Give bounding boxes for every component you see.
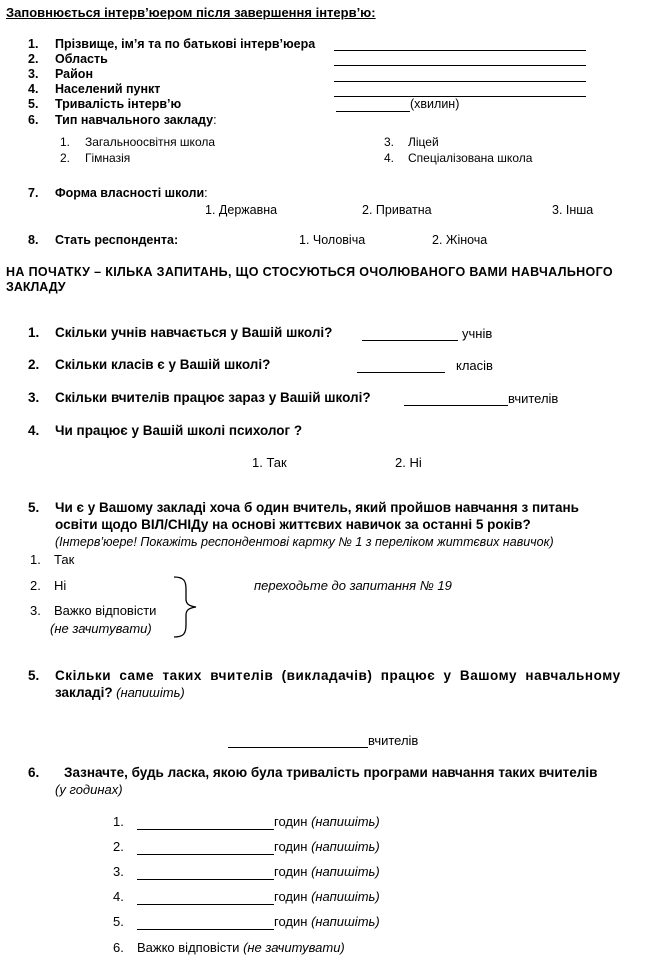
school-type-1-label: Загальноосвітня школа [85,135,216,149]
field-2-label: Область [55,52,108,66]
q6-row-4-note: (напишіть) [311,889,380,904]
q3-unit: вчителів [508,391,559,406]
q4-option-yes[interactable]: 1. Так [252,455,287,470]
q5-skip-instruction: переходьте до запитання № 19 [254,578,452,593]
q1-answer-blank[interactable] [362,339,458,341]
section-title-line-1: НА ПОЧАТКУ – КІЛЬКА ЗАПИТАНЬ, ЩО СТОСУЮТЬСЯ ОЧОЛЮВАНОГО ВАМИ НАВЧАЛЬНОГО [6,265,613,279]
q3-answer-blank[interactable] [404,404,508,406]
q6-row-5-unit: годин [274,914,308,929]
gender-option-2[interactable]: 2. Жіноча [432,233,488,247]
field-1-num: 1. [28,37,39,51]
q5-line-1: Чи є у Вашому закладі хоча б один вчитель, який пройшов навчання з питань [55,500,579,515]
q5-option-2-num: 2. [30,578,41,593]
q5-num: 5. [28,500,40,515]
q6-row-6-label: Важко відповісти [137,940,240,955]
field-4-num: 4. [28,82,39,96]
q5b-line-2-wrap [55,685,185,700]
field-1-label: Прізвище, ім’я та по батькові інтерв’юера [55,37,316,51]
school-type-1-num: 1. [60,135,71,149]
ownership-option-3[interactable]: 3. Інша [552,203,594,217]
q6-note: (у годинах) [55,782,123,797]
field-5-num: 5. [28,97,39,111]
ownership-suffix: : [204,186,208,200]
ownership-label-wrap [55,186,208,200]
q5-option-3-note: (не зачитувати) [50,621,152,636]
gender-label: Стать респондента: [55,233,179,247]
q6-row-5-note: (напишіть) [311,914,380,929]
field-1-blank[interactable] [334,49,586,51]
field-3-blank[interactable] [334,80,586,82]
q6-row-5-num: 5. [113,914,124,929]
school-type-4-label: Спеціалізована школа [408,151,533,165]
q6-row-1-unit: годин [274,814,308,829]
q5-line-2: освіти щодо ВІЛ/СНІДу на основі життєвих навичок за останні 5 років? [55,517,531,532]
q5-instruction: (Інтерв’юере! Покажіть респондентові картку № 1 з переліком життєвих навичок) [55,535,554,549]
school-type-4-num: 4. [384,151,395,165]
q5b-line-2: закладі? [55,685,113,700]
gender-option-1[interactable]: 1. Чоловіча [299,233,366,247]
q6-row-1-note: (напишіть) [311,814,380,829]
school-type-2-label: Гімназія [85,151,131,165]
q5b-num: 5. [28,668,40,683]
page-header: Заповнюється інтерв’юером після завершення інтерв’ю: [6,5,376,20]
ownership-num: 7. [28,186,39,200]
field-6-label-wrap [55,113,217,127]
q6-num: 6. [28,765,40,780]
q6-row-2-unit: годин [274,839,308,854]
q1-unit: учнів [462,326,493,341]
school-type-3-label: Ліцей [408,135,439,149]
q6-row-1-num: 1. [113,814,124,829]
q6-row-3-unit: годин [274,864,308,879]
q6-row-3-num: 3. [113,864,124,879]
q3-text: Скільки вчителів працює зараз у Вашій школі? [55,390,371,405]
q5-option-2-label[interactable]: Ні [54,578,67,593]
q6-row-1-text [274,814,380,829]
field-5-unit: (хвилин) [410,97,460,111]
school-type-3-num: 3. [384,135,395,149]
ownership-option-2[interactable]: 2. Приватна [362,203,432,217]
q6-row-3-note: (напишіть) [311,864,380,879]
q6-row-2-note: (напишіть) [311,839,380,854]
q6-text: Зазначте, будь ласка, якою була тривалість програми навчання таких вчителів [64,765,598,780]
q5b-answer-blank[interactable] [228,746,368,748]
q4-text: Чи працює у Вашій школі психолог ? [55,423,303,438]
school-type-2-num: 2. [60,151,71,165]
field-2-num: 2. [28,52,39,66]
q5-option-1-label[interactable]: Так [54,552,75,567]
q2-unit: класів [456,358,493,373]
q6-row-2-blank[interactable] [137,853,274,855]
q1-num: 1. [28,325,40,340]
gender-num: 8. [28,233,39,247]
q6-row-2-num: 2. [113,839,124,854]
q6-row-3-blank[interactable] [137,878,274,880]
q5b-unit: вчителів [368,733,419,748]
q6-row-1-blank[interactable] [137,828,274,830]
q3-num: 3. [28,390,40,405]
q6-row-3-text [274,864,380,879]
field-4-label: Населений пункт [55,82,161,96]
q5-option-1-num: 1. [30,552,41,567]
q6-row-4-unit: годин [274,889,308,904]
q6-row-6-text[interactable] [137,940,345,955]
q6-row-5-blank[interactable] [137,928,274,930]
q6-row-4-num: 4. [113,889,124,904]
q6-row-6-note: (не зачитувати) [243,940,345,955]
q5b-note: (напишіть) [116,685,185,700]
q4-option-no[interactable]: 2. Ні [395,455,422,470]
field-6-label: Тип навчального закладу [55,113,214,127]
field-3-num: 3. [28,67,39,81]
field-4-blank[interactable] [334,95,586,97]
q2-text: Скільки класів є у Вашій школі? [55,357,271,372]
curly-brace-icon [170,575,202,639]
q6-row-4-text [274,889,380,904]
field-5-label: Тривалість інтерв’ю [55,97,182,111]
field-2-blank[interactable] [334,64,586,66]
section-title-line-2: ЗАКЛАДУ [6,280,66,294]
q1-text: Скільки учнів навчається у Вашій школі? [55,325,333,340]
q6-row-2-text [274,839,380,854]
field-6-num: 6. [28,113,39,127]
field-6-suffix: : [213,113,217,127]
q2-num: 2. [28,357,40,372]
q5b-line-1: Скільки саме таких вчителів (викладачів) працює у Вашому навчальному [55,668,621,683]
field-5-blank[interactable] [336,110,410,112]
q2-answer-blank[interactable] [357,371,445,373]
ownership-option-1[interactable]: 1. Державна [205,203,278,217]
field-3-label: Район [55,67,93,81]
q5-option-3-num: 3. [30,603,41,618]
q5-option-3-label[interactable]: Важко відповісти [54,603,157,618]
q6-row-4-blank[interactable] [137,903,274,905]
q6-row-5-text [274,914,380,929]
q4-num: 4. [28,423,40,438]
q6-row-6-num: 6. [113,940,124,955]
ownership-label: Форма власності школи [55,186,205,200]
